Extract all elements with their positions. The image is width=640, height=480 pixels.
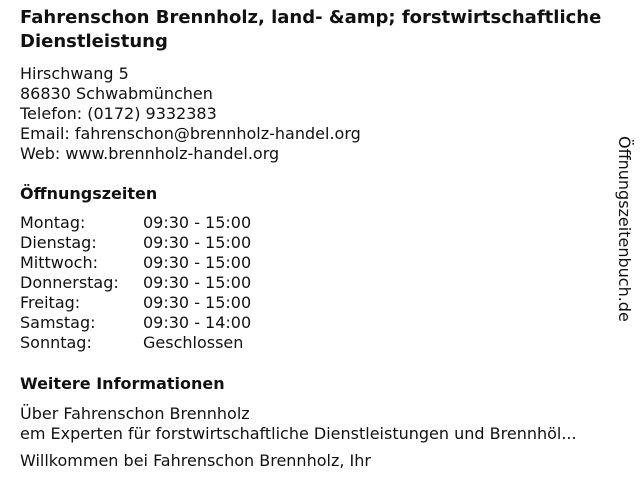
day-label: Mittwoch: [20, 253, 98, 272]
hours-value: 09:30 - 15:00 [143, 253, 252, 272]
address-city: 86830 Schwabmünchen [20, 84, 213, 103]
email-line: Email: fahrenschon@brennholz-handel.org [20, 124, 361, 143]
web-line: Web: www.brennholz-handel.org [20, 144, 280, 163]
hours-row-saturday [20, 313, 251, 333]
further-info-heading: Weitere Informationen [20, 374, 225, 393]
hours-value: 09:30 - 15:00 [143, 233, 252, 252]
day-label: Sonntag: [20, 333, 92, 352]
site-watermark: Öffnungszeitenbuch.de [615, 136, 634, 322]
hours-row-sunday [20, 333, 251, 353]
hours-row-wednesday [20, 253, 251, 273]
hours-row-monday [20, 213, 251, 233]
hours-value: 09:30 - 15:00 [143, 273, 252, 292]
further-info-block [20, 404, 620, 471]
day-label: Freitag: [20, 293, 81, 312]
hours-row-thursday [20, 273, 251, 293]
hours-value: 09:30 - 15:00 [143, 293, 252, 312]
hours-value: Geschlossen [143, 333, 244, 352]
info-line-about: Über Fahrenschon Brennholz [20, 404, 250, 423]
day-label: Dienstag: [20, 233, 97, 252]
hours-row-friday [20, 293, 251, 313]
info-line-description: em Experten für forstwirtschaftliche Dienstleistungen und Brennhöl... [20, 424, 577, 443]
address-block [20, 64, 361, 164]
info-line-welcome: Willkommen bei Fahrenschon Brennholz, Ihr [20, 451, 371, 470]
day-label: Samstag: [20, 313, 96, 332]
opening-hours-heading: Öffnungszeiten [20, 184, 158, 203]
day-label: Montag: [20, 213, 86, 232]
hours-row-tuesday [20, 233, 251, 253]
business-title: Fahrenschon Brennholz, land- &amp; forstwirtschaftliche Dienstleistung [20, 7, 602, 52]
hours-value: 09:30 - 14:00 [143, 313, 252, 332]
opening-hours-table [20, 213, 251, 353]
hours-value: 09:30 - 15:00 [143, 213, 252, 232]
address-street: Hirschwang 5 [20, 64, 129, 83]
phone-line: Telefon: (0172) 9332383 [20, 104, 217, 123]
day-label: Donnerstag: [20, 273, 119, 292]
